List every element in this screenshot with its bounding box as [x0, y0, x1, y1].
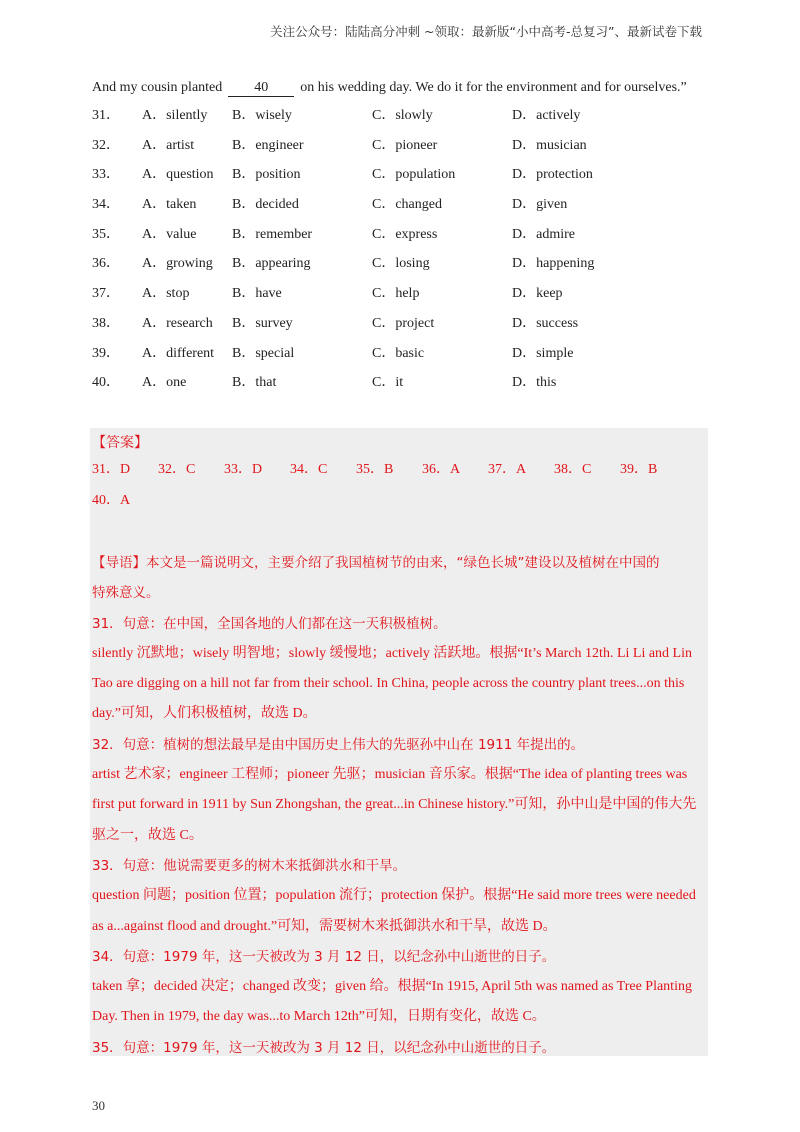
explanation: [92, 548, 706, 1063]
answer-key: 34．C: [290, 462, 328, 477]
explanation-line: first put forward in 1911 by Sun Zhongshan, the great...in Chinese history.”可知，孙中山是中国的伟大先: [92, 797, 697, 813]
option-d: D．keep: [512, 286, 563, 302]
explanation-line: Day. Then in 1979, the day was...to March 12th”可知，日期有变化，故选 C。: [92, 1009, 546, 1025]
question-row-38: [92, 314, 632, 344]
answer-key: 38．C: [554, 462, 592, 477]
option-c: C．pioneer: [372, 137, 438, 153]
explanation-line: as a...against flood and drought.”可知，需要树木来抵御洪水和干旱，故选 D。: [92, 918, 557, 934]
passage-line: [92, 78, 712, 98]
explanation-line: 驱之一，故选 C。: [92, 827, 203, 843]
option-b: B．remember: [232, 226, 313, 242]
option-c: C．changed: [372, 197, 442, 213]
explanation-line: 33．句意：他说需要更多的树木来抵御洪水和干旱。: [92, 857, 407, 874]
question-number: 37．: [92, 286, 120, 302]
option-a: A．silently: [142, 108, 208, 123]
question-row-37: [92, 284, 632, 314]
option-c: C．express: [372, 226, 438, 242]
option-a: A．stop: [142, 286, 190, 302]
answer-key: 31．D: [92, 462, 131, 477]
option-d: D．this: [512, 375, 557, 391]
option-a: A．artist: [142, 137, 195, 153]
option-b: B．wisely: [232, 108, 292, 123]
question-number: 34．: [92, 197, 120, 213]
option-d: D．simple: [512, 345, 574, 361]
answer-key: 35．B: [356, 462, 394, 477]
question-number: 33．: [92, 167, 120, 183]
option-b: B．engineer: [232, 137, 304, 153]
answer-keys: [92, 460, 702, 522]
question-number: 40．: [92, 375, 120, 391]
option-b: B．appearing: [232, 256, 311, 272]
question-number: 31．: [92, 108, 120, 123]
options-list: [92, 106, 632, 403]
page-number: 30: [92, 1098, 105, 1113]
explanation-line: taken 拿；decided 决定；changed 改变；given 给。根据“In 1915, April 5th was named as Tree Planting: [92, 979, 692, 995]
explanation-line: 特殊意义。: [92, 585, 160, 602]
question-row-36: [92, 254, 632, 284]
question-row-39: [92, 344, 632, 374]
option-d: D．admire: [512, 226, 575, 242]
option-a: A．growing: [142, 256, 213, 272]
option-d: D．success: [512, 315, 579, 331]
option-d: D．actively: [512, 108, 581, 123]
option-b: B．have: [232, 286, 282, 302]
question-row-33: [92, 165, 632, 195]
option-d: D．protection: [512, 167, 593, 183]
option-b: B．that: [232, 375, 277, 391]
option-b: B．special: [232, 345, 295, 361]
explanation-line: artist 艺术家；engineer 工程师；pioneer 先驱；musician 音乐家。根据“The idea of planting trees was: [92, 767, 688, 783]
explanation-line: day.”可知，人们积极植树，故选 D。: [92, 706, 317, 722]
option-a: A．different: [142, 345, 215, 361]
option-b: B．survey: [232, 315, 293, 331]
question-number: 39．: [92, 345, 120, 361]
question-row-35: [92, 225, 632, 255]
answer-key: 36．A: [422, 462, 461, 477]
answer-title: 【答案】: [92, 435, 148, 451]
question-row-40: [92, 373, 632, 403]
answer-key: 40．A: [92, 493, 131, 508]
option-c: C．basic: [372, 345, 425, 361]
answer-key: 39．B: [620, 462, 658, 477]
option-a: A．taken: [142, 197, 197, 213]
option-c: C．losing: [372, 256, 430, 272]
option-a: A．research: [142, 315, 213, 331]
answer-key: 33．D: [224, 462, 263, 477]
option-b: B．decided: [232, 197, 299, 213]
option-c: C．it: [372, 375, 404, 391]
question-row-32: [92, 136, 632, 166]
question-row-31: [92, 106, 632, 136]
option-c: C．help: [372, 286, 420, 302]
explanation-line: Tao are digging on a hill not far from their school. In China, people across the country plant trees...on this: [92, 676, 685, 692]
answer-key: 37．A: [488, 462, 527, 477]
explanation-line: 32．句意：植树的想法最早是由中国历史上伟大的先驱孙中山在 1911 年提出的。: [92, 736, 585, 753]
option-c: C．project: [372, 315, 435, 331]
question-row-34: [92, 195, 632, 225]
question-number: 35．: [92, 226, 120, 242]
question-number: 36．: [92, 256, 120, 272]
answer-key: 32．C: [158, 462, 196, 477]
question-number: 38．: [92, 315, 120, 331]
page-header: 关注公众号：陆陆高分冲刺 ~领取：最新版“小中高考-总复习”、最新试卷下载: [270, 24, 702, 39]
option-c: C．population: [372, 167, 456, 183]
option-d: D．happening: [512, 256, 595, 272]
option-a: A．question: [142, 167, 214, 183]
option-d: D．given: [512, 197, 568, 213]
option-a: A．one: [142, 375, 187, 391]
passage-after: on his wedding day. We do it for the environment and for ourselves.”: [300, 80, 687, 95]
blank-40: 40: [228, 80, 294, 97]
option-d: D．musician: [512, 137, 587, 153]
explanation-line: question 问题；position 位置；population 流行；protection 保护。根据“He said more trees were needed: [92, 888, 696, 904]
option-b: B．position: [232, 167, 301, 183]
option-c: C．slowly: [372, 108, 433, 123]
explanation-line: 34．句意：1979 年，这一天被改为 3 月 12 日，以纪念孙中山逝世的日子。: [92, 948, 556, 965]
question-number: 32．: [92, 137, 120, 153]
passage-before: And my cousin planted: [92, 80, 223, 95]
explanation-line: 【导语】本文是一篇说明文，主要介绍了我国植树节的由来，“绿色长城”建设以及植树在中国的: [92, 555, 660, 571]
option-a: A．value: [142, 226, 197, 242]
explanation-line: 35．句意：1979 年，这一天被改为 3 月 12 日，以纪念孙中山逝世的日子。: [92, 1039, 556, 1056]
answer-key-row: [92, 460, 702, 491]
answer-key-row: [92, 491, 702, 522]
explanation-line: silently 沉默地；wisely 明智地；slowly 缓慢地；actively 活跃地。根据“It’s March 12th. Li Li and Lin: [92, 645, 692, 661]
explanation-line: 31．句意：在中国，全国各地的人们都在这一天积极植树。: [92, 615, 447, 632]
